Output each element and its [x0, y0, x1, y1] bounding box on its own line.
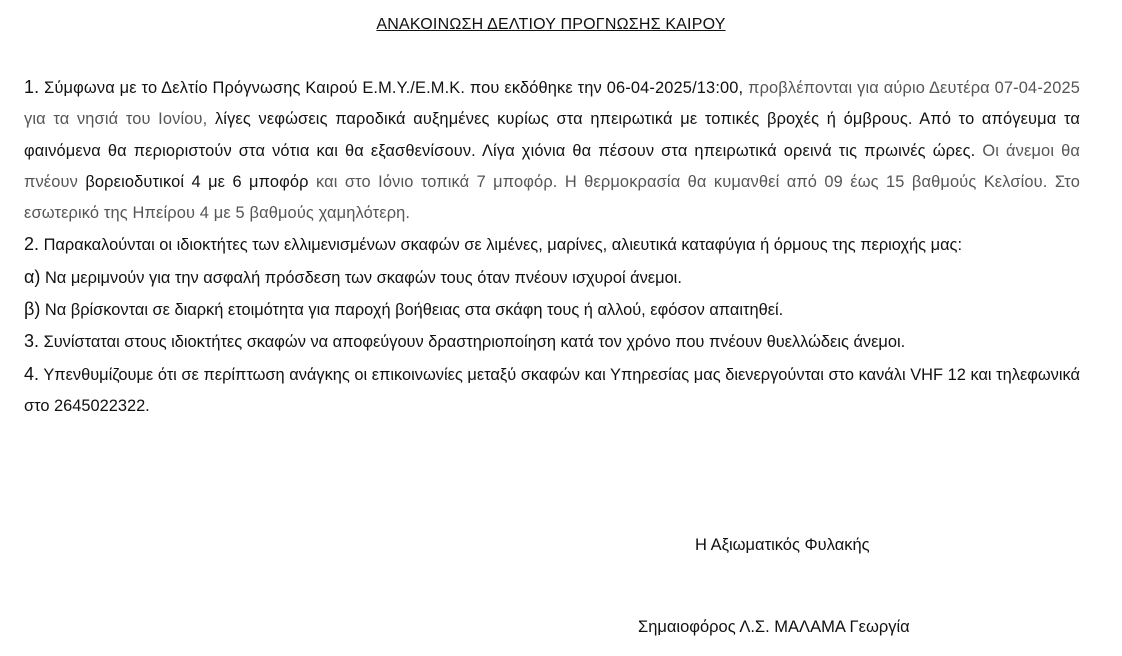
- list-item-b-marker: β): [24, 299, 41, 320]
- paragraph-1-part-3: λίγες νεφώσεις παροδικά αυξημένες κυρίως στα ηπειρωτικά με τοπικές βροχές ή όμβρους. Από το απόγευμα τα φαινόμενα θα περιοριστούν στα νότια και θα εξασθενίσουν. Λίγα χιόνια θα πέσουν στα ηπειρωτικά ορεινά τις πρωινές ώρες.: [24, 110, 1080, 160]
- paragraph-4: [24, 359, 1080, 423]
- paragraph-1-part-2: προβλέπονται για αύριο Δευτέρα 07-04-2025 για τα νησιά του Ιονίου,: [24, 79, 1080, 129]
- list-item-a-text: Να μεριμνούν για την ασφαλή πρόσδεση των σκαφών τους όταν πνέουν ισχυροί άνεμοι.: [44, 268, 682, 287]
- paragraph-1-part-6: και στο Ιόνιο τοπικά 7 μποφόρ. Η θερμοκρασία θα κυμανθεί από 09 έως 15 βαθμούς Κελσίου. Στο εσωτερικό της Ηπείρου 4 με 5 βαθμούς χαμηλότερη.: [24, 172, 1080, 223]
- paragraph-2-text: Παρακαλούνται οι ιδιοκτήτες των ελλιμενισμένων σκαφών σε λιμένες, μαρίνες, αλιευτικά καταφύγια ή όρμους της περιοχής μας:: [43, 236, 963, 255]
- paragraph-2-number: 2.: [24, 234, 40, 255]
- paragraph-3-text: Συνίσταται στους ιδιοκτήτες σκαφών να αποφεύγουν δραστηριοποίηση κατά τον χρόνο που πνέουν θυελλώδεις άνεμοι.: [43, 333, 906, 352]
- paragraph-3-number: 3.: [24, 331, 40, 352]
- paragraph-1: [24, 72, 1080, 229]
- paragraph-1-number: 1.: [24, 77, 40, 97]
- list-item-a: [24, 262, 1080, 294]
- paragraph-3: [24, 326, 1080, 358]
- paragraph-2: [24, 229, 1080, 261]
- signature-role: Η Αξιωματικός Φυλακής: [695, 536, 870, 554]
- list-item-b-text: Να βρίσκονται σε διαρκή ετοιμότητα για παροχή βοήθειας στα σκάφη τους ή αλλού, εφόσον απαιτηθεί.: [44, 301, 784, 320]
- paragraph-4-text: Υπενθυμίζουμε ότι σε περίπτωση ανάγκης οι επικοινωνίες μεταξύ σκαφών και Υπηρεσίας μας διενεργούνται στο κανάλι VHF 12 και τηλεφωνικά στο 2645022322.: [24, 365, 1080, 415]
- document-title: ΑΝΑΚΟΙΝΩΣΗ ΔΕΛΤΙΟΥ ΠΡΟΓΝΩΣΗΣ ΚΑΙΡΟΥ: [376, 16, 726, 33]
- list-item-b: [24, 294, 1080, 326]
- signature-name: Σημαιοφόρος Λ.Σ. ΜΑΛΑΜΑ Γεωργία: [638, 618, 910, 636]
- document-body: [24, 72, 1080, 422]
- paragraph-1-part-4: Οι άνεμοι θα πνέουν: [24, 141, 1080, 191]
- paragraph-1-part-1: Σύμφωνα με το Δελτίο Πρόγνωσης Καιρού Ε.Μ.Υ./Ε.Μ.Κ. που εκδόθηκε την 06-04-2025/13:00,: [44, 79, 744, 97]
- list-item-a-marker: α): [24, 266, 41, 287]
- paragraph-4-number: 4.: [24, 363, 40, 384]
- paragraph-1-part-5: βορειοδυτικοί 4 με 6 μποφόρ: [85, 172, 309, 191]
